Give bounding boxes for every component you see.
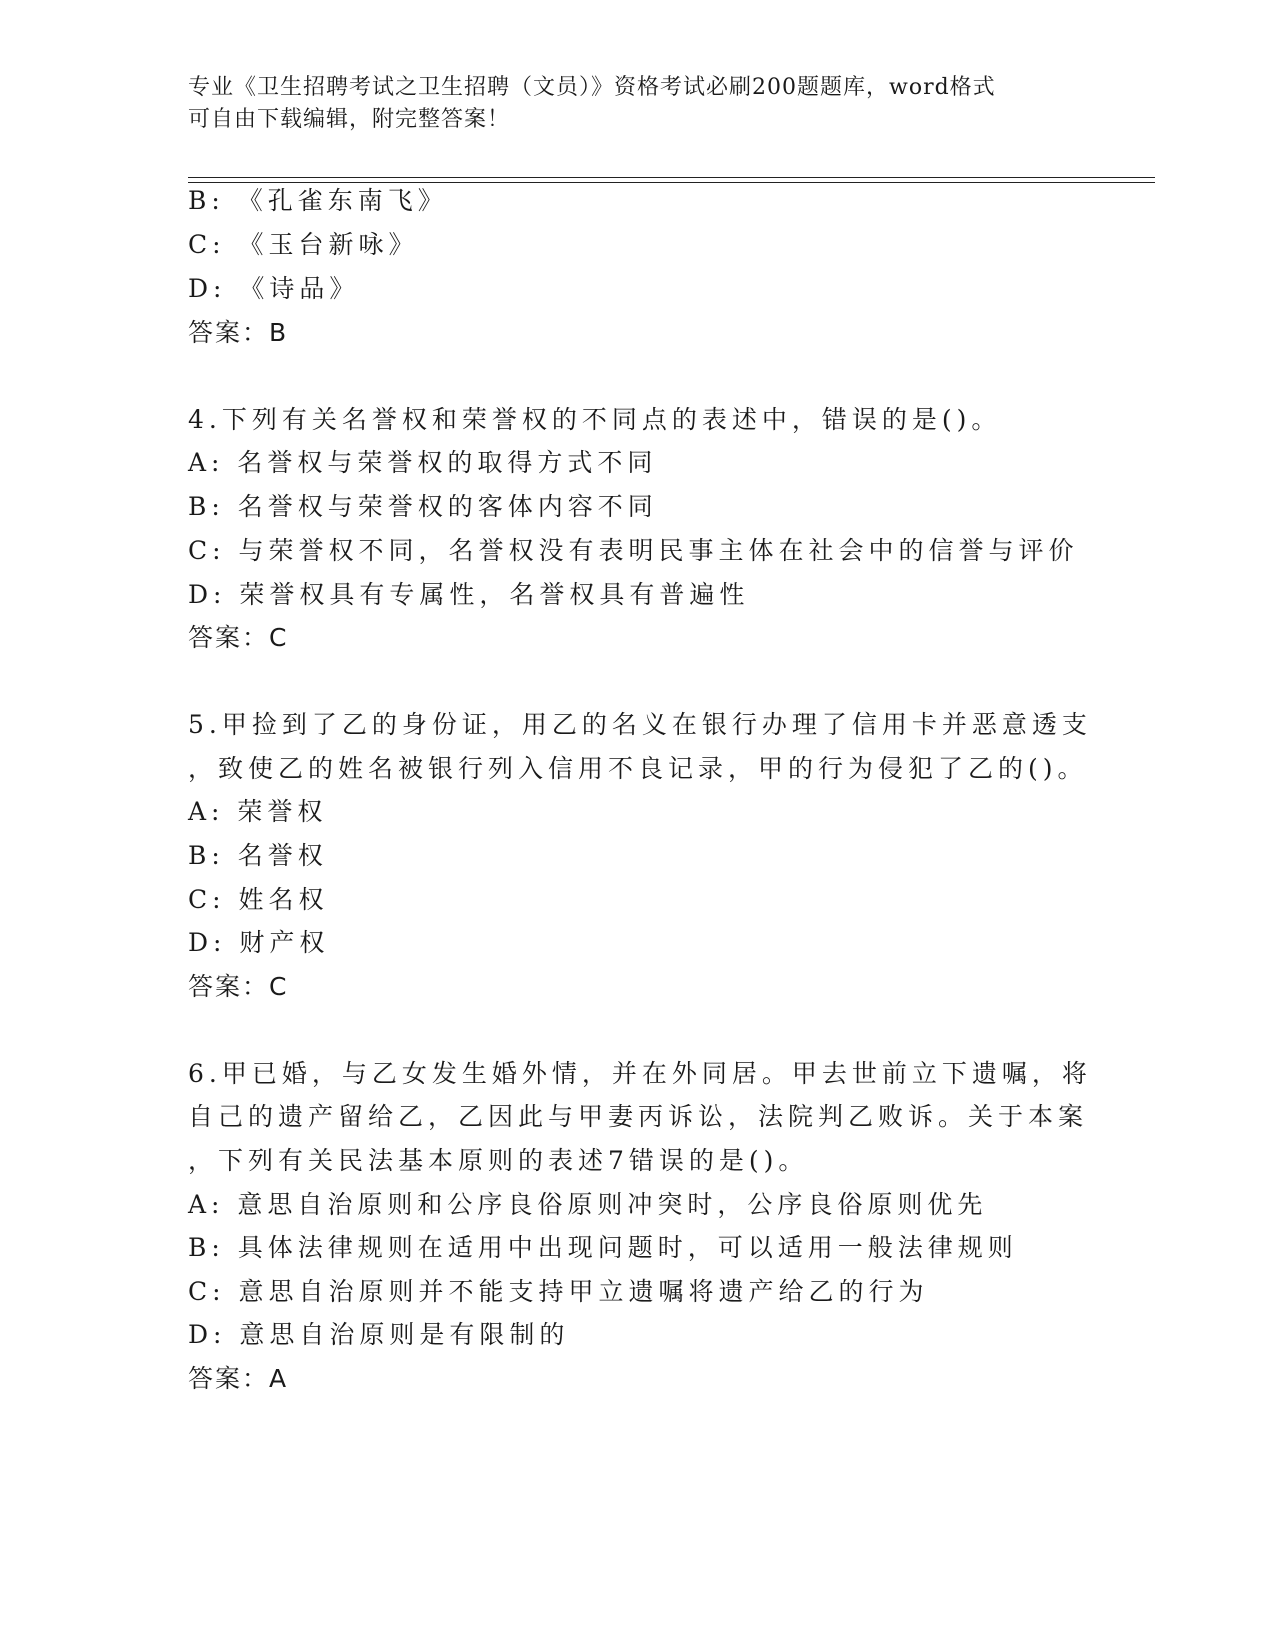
question-5-text-line-2: ，致使乙的姓名被银行列入信用不良记录，甲的行为侵犯了乙的()。 xyxy=(188,754,1088,783)
question-4-answer: 答案：C xyxy=(188,623,289,652)
question-6-text-line-1: 6.甲已婚，与乙女发生婚外情，并在外同居。甲去世前立下遗嘱，将 xyxy=(188,1059,1092,1088)
header-line-1: 专业《卫生招聘考试之卫生招聘（文员）》资格考试必刷200题题库，word格式 xyxy=(188,75,996,100)
question-6-answer: 答案：A xyxy=(188,1364,289,1393)
question-6-option-c: C: 意思自治原则并不能支持甲立遗嘱将遗产给乙的行为 xyxy=(188,1277,929,1306)
question-6-option-d: D: 意思自治原则是有限制的 xyxy=(188,1320,570,1349)
question-6-option-a: A: 意思自治原则和公序良俗原则冲突时，公序良俗原则优先 xyxy=(188,1190,988,1219)
question-4-option-c: C: 与荣誉权不同，名誉权没有表明民事主体在社会中的信誉与评价 xyxy=(188,536,1079,565)
document-header xyxy=(188,72,1068,136)
option-c: C: 《玉台新咏》 xyxy=(188,230,419,259)
question-6-text-line-2: 自己的遗产留给乙，乙因此与甲妻丙诉讼，法院判乙败诉。关于本案 xyxy=(188,1102,1089,1131)
header-divider-bottom xyxy=(188,182,1155,183)
option-b: B: 《孔雀东南飞》 xyxy=(188,186,448,215)
question-5-option-c: C: 姓名权 xyxy=(188,885,329,914)
question-6-option-b: B: 具体法律规则在适用中出现问题时，可以适用一般法律规则 xyxy=(188,1233,1018,1262)
header-divider-top xyxy=(188,177,1155,178)
question-5-option-a: A: 荣誉权 xyxy=(188,797,328,826)
question-4-option-d: D: 荣誉权具有专属性，名誉权具有普遍性 xyxy=(188,580,750,609)
question-4-option-b: B: 名誉权与荣誉权的客体内容不同 xyxy=(188,492,658,521)
header-line-2: 可自由下载编辑，附完整答案！ xyxy=(188,107,511,132)
option-d: D: 《诗品》 xyxy=(188,274,360,303)
question-5-option-b: B: 名誉权 xyxy=(188,841,328,870)
question-4-option-a: A: 名誉权与荣誉权的取得方式不同 xyxy=(188,448,658,477)
question-5-answer: 答案：C xyxy=(188,972,289,1001)
question-6-text-line-3: ，下列有关民法基本原则的表述7错误的是()。 xyxy=(188,1146,809,1175)
question-5-option-d: D: 财产权 xyxy=(188,928,330,957)
question-5-text-line-1: 5.甲捡到了乙的身份证，用乙的名义在银行办理了信用卡并恶意透支 xyxy=(188,710,1092,739)
answer: 答案：B xyxy=(188,318,289,347)
question-4-text: 4.下列有关名誉权和荣誉权的不同点的表述中，错误的是()。 xyxy=(188,405,1002,434)
